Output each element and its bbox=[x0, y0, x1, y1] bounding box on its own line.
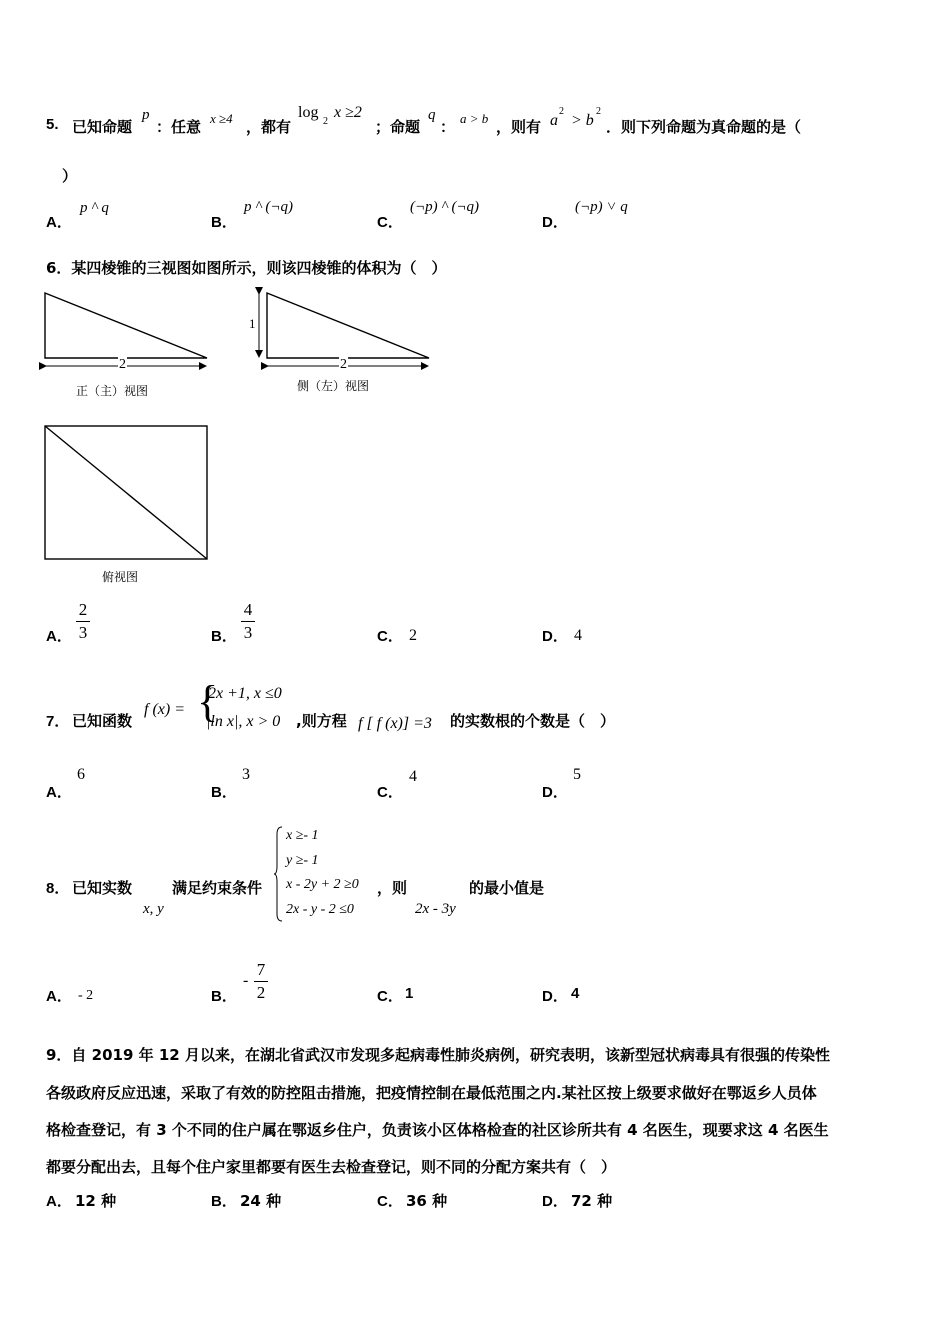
q9-option-b-label: B． bbox=[211, 1193, 237, 1210]
q8-brace bbox=[274, 826, 284, 922]
q7-option-b-value: 3 bbox=[242, 766, 250, 783]
q8-option-b-fraction bbox=[254, 960, 268, 1003]
q7-option-d-value: 5 bbox=[573, 766, 581, 783]
q7-brace: { bbox=[197, 677, 219, 726]
q8-text-1: 已知实数 bbox=[72, 879, 133, 897]
q8-constraint-4: 2x - y - 2 ≤0 bbox=[286, 902, 354, 917]
q8-constraint-1: x ≥- 1 bbox=[286, 828, 319, 843]
q8-option-b-label: B． bbox=[211, 988, 237, 1005]
q6-text: 6．某四棱锥的三视图如图所示，则该四棱锥的体积为（ ） bbox=[46, 259, 447, 277]
q6-option-a-fraction bbox=[76, 600, 90, 643]
q5-text-6: ，则有 bbox=[496, 118, 542, 136]
q8-vars: x, y bbox=[143, 901, 164, 917]
side-view-caption: 侧（左）视图 bbox=[297, 379, 370, 393]
q5-option-c-value: (¬p) ^ (¬q) bbox=[410, 199, 480, 215]
q5-var-p: p bbox=[142, 107, 150, 123]
q7-option-a-value: 6 bbox=[77, 766, 85, 783]
front-view bbox=[45, 293, 207, 366]
side-dim-label: 2 bbox=[340, 357, 347, 372]
q5-text-7: ．则下列命题为真命题的是（ bbox=[606, 118, 802, 136]
q6-option-b-fraction bbox=[241, 600, 255, 643]
q5-option-b-label: B． bbox=[211, 214, 237, 231]
q5-cond-x: x ≥4 bbox=[210, 111, 233, 126]
q7-option-d-label: D． bbox=[542, 784, 568, 801]
q7-text-2: ,则方程 bbox=[296, 712, 347, 730]
front-dim-label: 2 bbox=[119, 357, 126, 372]
q5-text-1: 已知命题 bbox=[72, 118, 133, 136]
q8-text-4: 的最小值是 bbox=[469, 879, 545, 897]
q7-equation: f [ f (x)] =3 bbox=[358, 715, 432, 732]
q5-number: 5. bbox=[46, 116, 59, 133]
q8-option-b-denominator: 2 bbox=[256, 983, 266, 1002]
q6-option-d-value: 4 bbox=[574, 627, 582, 644]
top-view bbox=[45, 426, 207, 559]
q5-text-3: ，都有 bbox=[246, 118, 292, 136]
q6-option-a-denominator: 3 bbox=[78, 623, 88, 642]
q5-cond-ab: a > b bbox=[460, 111, 489, 126]
q6-option-c-value: 2 bbox=[409, 627, 417, 644]
q6-option-c-label: C． bbox=[377, 628, 403, 645]
q9-option-a-label: A． bbox=[46, 1193, 72, 1210]
q8-constraint-3: x - 2y + 2 ≥0 bbox=[286, 877, 359, 892]
q5-sq-a-exp: 2 bbox=[559, 106, 564, 117]
q6-option-b-denominator: 3 bbox=[243, 623, 253, 642]
q9-option-c-label: C． bbox=[377, 1193, 403, 1210]
q5-text-4: ；命题 bbox=[375, 118, 421, 136]
q9-line-1: 9．自 2019 年 12 月以来，在湖北省武汉市发现多起病毒性肺炎病例，研究表明，该新型冠状病毒具有很强的传染性 bbox=[46, 1046, 830, 1064]
q8-option-d-value: 4 bbox=[571, 985, 580, 1002]
q8-number: 8． bbox=[46, 880, 70, 897]
q6-option-d-label: D． bbox=[542, 628, 568, 645]
q8-option-c-label: C． bbox=[377, 988, 403, 1005]
q5-option-d-value: (¬p) ˅ q bbox=[575, 199, 628, 215]
q5-option-c-label: C． bbox=[377, 214, 403, 231]
q9-line-2: 各级政府反应迅速，采取了有效的防控阻击措施，把疫情控制在最低范围之内.某社区按上级要求做好在鄂返乡人员体 bbox=[46, 1084, 817, 1102]
side-height-label: 1 bbox=[249, 316, 256, 331]
q9-option-d-label: D． bbox=[542, 1193, 568, 1210]
q8-constraint-2: y ≥- 1 bbox=[286, 853, 319, 868]
q7-case-2: |ln x|, x > 0 bbox=[206, 713, 281, 730]
q5-close-paren: ） bbox=[62, 167, 78, 185]
q8-option-b-sign: - bbox=[243, 972, 249, 989]
q7-fx: f (x) = bbox=[144, 701, 185, 718]
q5-option-b-value: p ^ (¬q) bbox=[244, 199, 293, 215]
q7-option-a-label: A． bbox=[46, 784, 72, 801]
q5-option-a-label: A． bbox=[46, 214, 72, 231]
q7-text-1: 已知函数 bbox=[72, 712, 133, 730]
q5-var-q: q bbox=[428, 107, 436, 123]
q8-expression: 2x - 3y bbox=[415, 901, 456, 917]
q9-line-4: 都要分配出去，且每个住户家里都要有医生去检查登记，则不同的分配方案共有（ ） bbox=[46, 1158, 617, 1176]
q7-option-c-label: C． bbox=[377, 784, 403, 801]
q8-option-d-label: D． bbox=[542, 988, 568, 1005]
q8-option-a-label: A． bbox=[46, 988, 72, 1005]
three-view-diagram bbox=[0, 0, 950, 600]
q5-text-2: ：任意 bbox=[156, 118, 202, 136]
side-view bbox=[259, 293, 429, 366]
q9-option-c-value: 36 种 bbox=[406, 1192, 448, 1210]
q5-log-cond: x ≥2 bbox=[334, 104, 362, 121]
q5-sq-a: a bbox=[550, 112, 558, 129]
q5-log-base: 2 bbox=[323, 116, 328, 127]
q8-option-a-value: - 2 bbox=[78, 988, 94, 1003]
q6-option-b-label: B． bbox=[211, 628, 237, 645]
q6-option-a-numerator: 2 bbox=[78, 600, 88, 619]
front-view-caption: 正（主）视图 bbox=[76, 384, 149, 398]
q5-log: log bbox=[298, 104, 319, 121]
q8-text-2: 满足约束条件 bbox=[172, 879, 263, 897]
q9-line-3: 格检查登记，有 3 个不同的住户属在鄂返乡住户，负责该小区体格检查的社区诊所共有 4 名医生，现要求这 4 名医生 bbox=[46, 1121, 829, 1139]
q8-option-c-value: 1 bbox=[405, 985, 414, 1002]
q5-sq-b: > b bbox=[571, 112, 594, 129]
q9-option-d-value: 72 种 bbox=[571, 1192, 613, 1210]
top-view-caption: 俯视图 bbox=[102, 570, 139, 584]
q5-text-5: ： bbox=[440, 118, 456, 136]
q6-option-b-numerator: 4 bbox=[243, 600, 253, 619]
q5-sq-b-exp: 2 bbox=[596, 106, 601, 117]
q9-option-a-value: 12 种 bbox=[75, 1192, 117, 1210]
q7-option-c-value: 4 bbox=[409, 768, 417, 785]
q5-option-a-value: p ^ q bbox=[80, 200, 109, 216]
q8-text-3: ，则 bbox=[377, 879, 408, 897]
q6-option-a-label: A． bbox=[46, 628, 72, 645]
q7-option-b-label: B． bbox=[211, 784, 237, 801]
q7-number: 7． bbox=[46, 713, 70, 730]
q7-text-3: 的实数根的个数是（ ） bbox=[450, 712, 616, 730]
q5-option-d-label: D． bbox=[542, 214, 568, 231]
q7-case-1: 2x +1, x ≤0 bbox=[208, 685, 282, 702]
q8-option-b-numerator: 7 bbox=[256, 960, 266, 979]
q9-option-b-value: 24 种 bbox=[240, 1192, 282, 1210]
